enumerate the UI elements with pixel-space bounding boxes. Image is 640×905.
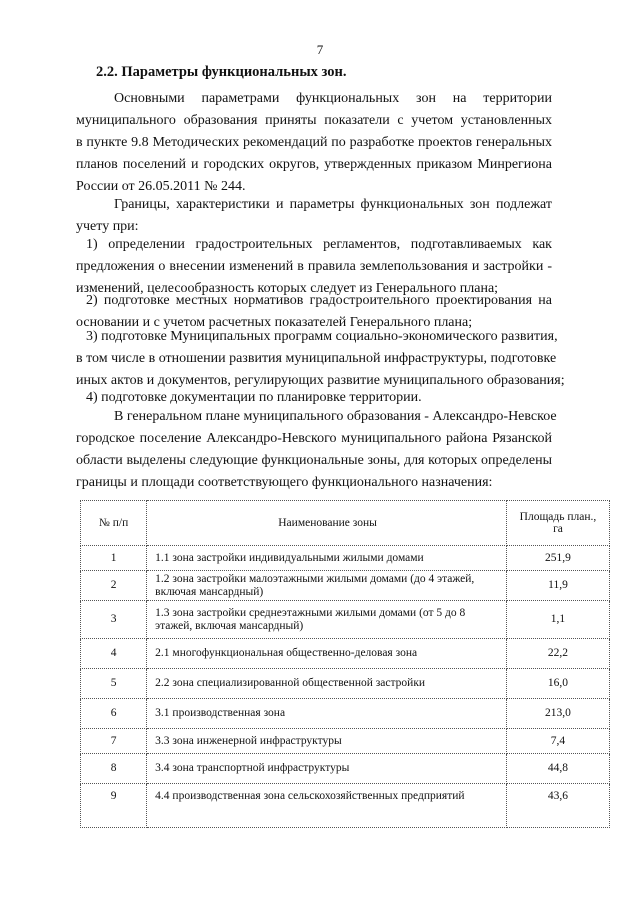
row-name: 3.3 зона инженерной инфраструктуры — [147, 729, 507, 754]
paragraph-zones-intro — [76, 406, 557, 494]
row-area: 213,0 — [506, 699, 609, 729]
row-name: 1.2 зона застройки малоэтажными жилыми домами (до 4 этажей, включая мансардный) — [147, 571, 507, 601]
row-num: 7 — [81, 729, 147, 754]
zones-table — [80, 500, 610, 828]
row-num: 5 — [81, 669, 147, 699]
text-line: предложения о внесении изменений в правила землепользования и застройки - — [76, 259, 552, 274]
row-name: 3.1 производственная зона — [147, 699, 507, 729]
paragraph-parameters — [76, 88, 552, 198]
text-line: Основными параметрами функциональных зон на территории — [114, 91, 552, 106]
table-row — [81, 639, 610, 669]
text-line: 2) подготовке местных нормативов градостроительного проектирования на — [86, 293, 552, 308]
text-line: учету при: — [76, 219, 139, 234]
list-item-3 — [76, 326, 565, 392]
text-line: изменений, целесообразность которых следует из Генерального плана; — [76, 281, 499, 296]
text-line: муниципального образования приняты показатели с учетом установленных — [76, 113, 552, 128]
text-line: России от 26.05.2011 № 244. — [76, 179, 246, 194]
row-name: 2.2 зона специализированной общественной застройки — [147, 669, 507, 699]
table-row — [81, 601, 610, 639]
text-line: основании и с учетом расчетных показателей Генерального плана; — [76, 315, 473, 330]
row-area: 7,4 — [506, 729, 609, 754]
section-heading: 2.2. Параметры функциональных зон. — [96, 64, 347, 80]
row-num: 9 — [81, 784, 147, 828]
row-area: 43,6 — [506, 784, 609, 828]
text-line: области выделены следующие функциональные зоны, для которых определены — [76, 453, 552, 468]
row-num: 2 — [81, 571, 147, 601]
row-area: 16,0 — [506, 669, 609, 699]
row-area: 11,9 — [506, 571, 609, 601]
paragraph-boundaries — [76, 194, 552, 238]
table-header-row — [81, 501, 610, 546]
text-line: Границы, характеристики и параметры функциональных зон подлежат — [114, 197, 552, 212]
text-line: в том числе в отношении развития муниципальной инфраструктуры, подготовке — [76, 351, 557, 366]
text-line: городское поселение Александро-Невского муниципального района Рязанской — [76, 431, 552, 446]
table-row — [81, 784, 610, 828]
row-num: 1 — [81, 546, 147, 571]
table-row — [81, 669, 610, 699]
row-area: 251,9 — [506, 546, 609, 571]
row-num: 4 — [81, 639, 147, 669]
header-area — [506, 501, 609, 546]
header-name: Наименование зоны — [147, 501, 507, 546]
row-area: 1,1 — [506, 601, 609, 639]
text-line: планов поселений и городских округов, утвержденных приказом Минрегиона — [76, 157, 552, 172]
row-name: 4.4 производственная зона сельскохозяйственных предприятий — [147, 784, 507, 828]
page-number: 7 — [316, 42, 324, 57]
table-row — [81, 546, 610, 571]
table-row — [81, 729, 610, 754]
row-name: 2.1 многофункциональная общественно-деловая зона — [147, 639, 507, 669]
row-name: 1.1 зона застройки индивидуальными жилыми домами — [147, 546, 507, 571]
table-row — [81, 571, 610, 601]
table-row — [81, 754, 610, 784]
text-line: 4) подготовке документации по планировке территории. — [86, 390, 422, 405]
text-line: границы и площади соответствующего функционального назначения: — [76, 475, 493, 490]
row-area: 44,8 — [506, 754, 609, 784]
table-row — [81, 699, 610, 729]
row-num: 8 — [81, 754, 147, 784]
row-name: 1.3 зона застройки среднеэтажными жилыми домами (от 5 до 8 этажей, включая мансардный) — [147, 601, 507, 639]
header-area-line2: га — [553, 523, 563, 535]
text-line: иных актов и документов, регулирующих развитие муниципального образования; — [76, 373, 565, 388]
text-line: В генеральном плане муниципального образования - Александро-Невское — [114, 409, 557, 424]
text-line: 3) подготовке Муниципальных программ социально-экономического развития, — [86, 329, 558, 344]
row-area: 22,2 — [506, 639, 609, 669]
text-line: 1) определении градостроительных регламентов, подготавливаемых как — [86, 237, 552, 252]
text-line: в пункте 9.8 Методических рекомендаций по разработке проектов генеральных — [76, 135, 552, 150]
row-name: 3.4 зона транспортной инфраструктуры — [147, 754, 507, 784]
header-area-line1: Площадь план., — [519, 511, 597, 523]
row-num: 3 — [81, 601, 147, 639]
header-num: № п/п — [81, 501, 147, 546]
row-num: 6 — [81, 699, 147, 729]
